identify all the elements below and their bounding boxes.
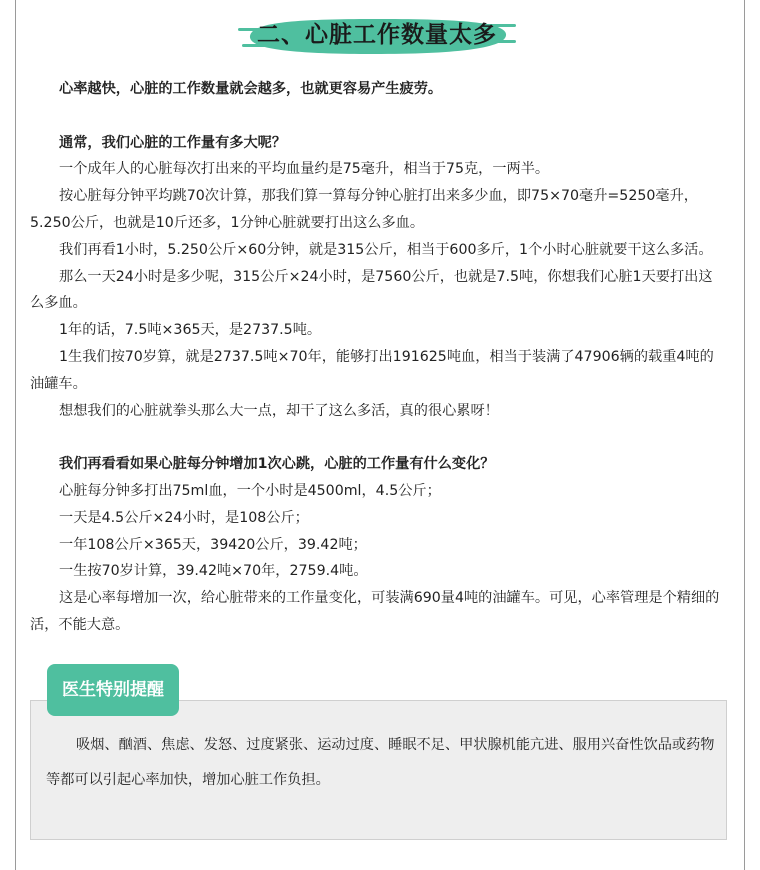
paragraph: 按心脏每分钟平均跳70次计算，那我们算一算每分钟心脏打出来多少血，即75×70毫升=5250毫升，5.250公斤，也就是10斤还多，1分钟心脏就要打出这么多血。 [30,188,698,231]
section-heading [238,14,516,58]
paragraph: 一天是4.5公斤×24小时，是108公斤； [59,509,309,526]
doctor-tip-badge: 医生特别提醒 [47,664,179,716]
spacer [30,424,720,451]
doctor-tip-text [46,728,718,798]
paragraph: 一个成年人的心脏每次打出来的平均血量约是75毫升，相当于75克，一两半。 [59,161,550,178]
paragraph: 一生按70岁计算，39.42吨×70年，2759.4吨。 [59,563,368,580]
spacer [30,103,720,130]
paragraph: 这是心率每增加一次，给心脏带来的工作量变化，可装满690量4吨的油罐车。可见，心率管理是个精细的活，不能大意。 [30,590,720,633]
paragraph: 心脏每分钟多打出75ml血，一个小时是4500ml，4.5公斤； [59,482,441,499]
paragraph: 1生我们按70岁算，就是2737.5吨×70年，能够打出191625吨血，相当于装满了47906辆的载重4吨的油罐车。 [30,348,714,392]
question-heading: 我们再看看如果心脏每分钟增加1次心跳，心脏的工作量有什么变化？ [59,456,495,473]
paragraph: 我们再看1小时，5.250公斤×60分钟，就是315公斤，相当于600多斤，1个小时心脏就要干这么多活。 [59,241,713,258]
article-body [30,76,720,639]
tip-paragraph: 吸烟、酗酒、焦虑、发怒、过度紧张、运动过度、睡眠不足、甲状腺机能亢进、服用兴奋性饮品或药物等都可以引起心率加快，增加心脏工作负担。 [46,737,715,788]
heading-text: 二、心脏工作数量太多 [257,22,497,48]
paragraph: 1年的话，7.5吨×365天，是2737.5吨。 [59,322,322,339]
question-heading: 通常，我们心脏的工作量有多大呢？ [59,134,287,151]
paragraph: 一年108公斤×365天，39420公斤，39.42吨； [59,536,367,553]
intro-paragraph: 心率越快，心脏的工作数量就会越多，也就更容易产生疲劳。 [59,81,443,97]
paragraph: 那么一天24小时是多少呢，315公斤×24小时，是7560公斤，也就是7.5吨，你想我们心脏1天要打出这么多血。 [30,268,713,312]
paragraph: 想想我们的心脏就拳头那么大一点，却干了这么多活，真的很心累呀！ [59,402,499,419]
